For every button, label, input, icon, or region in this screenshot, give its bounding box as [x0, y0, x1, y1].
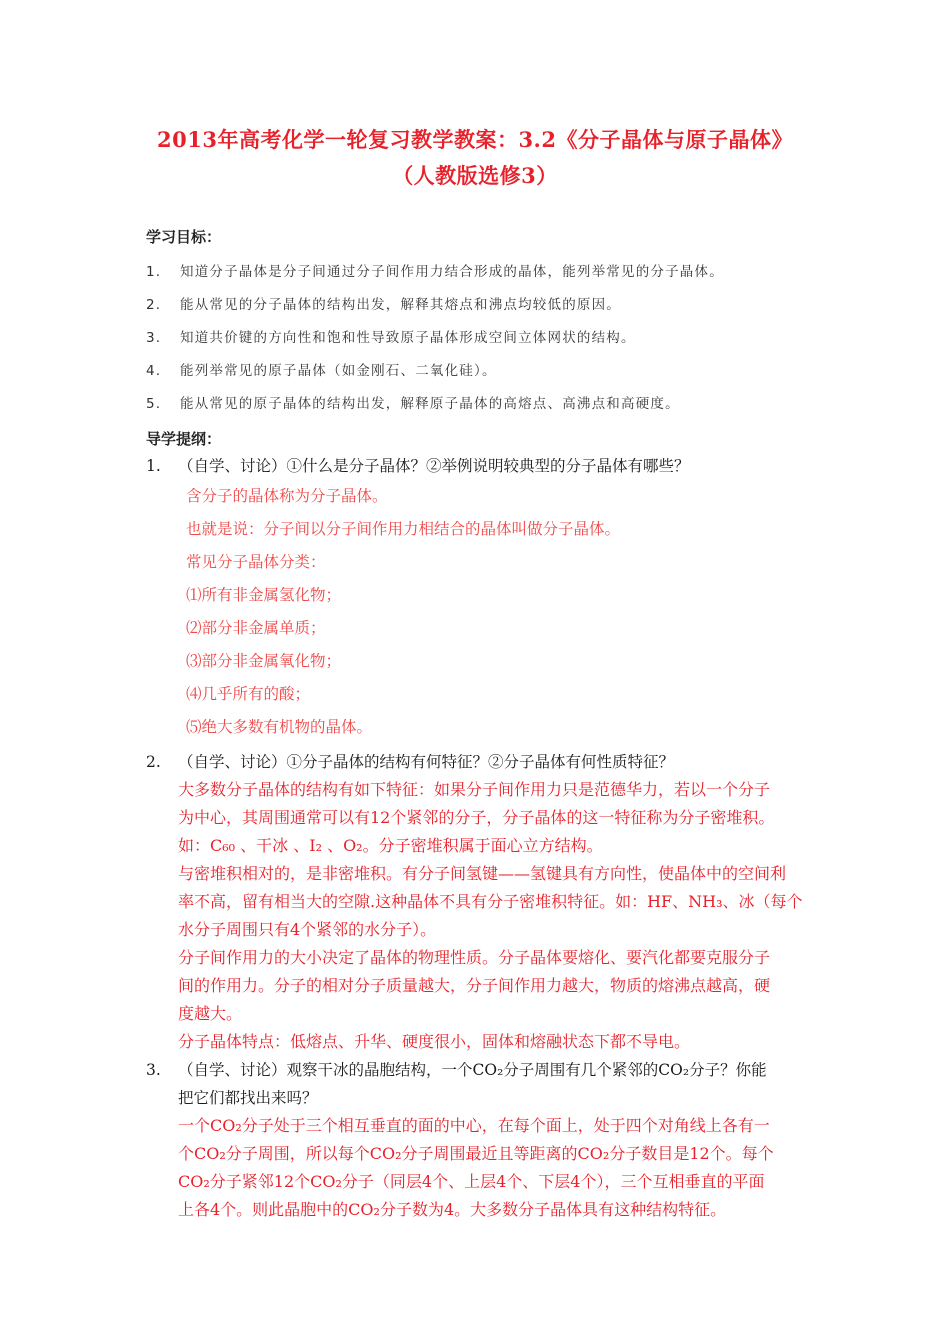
question-number: 3.: [146, 1061, 161, 1079]
goal-number: 3.: [146, 330, 162, 346]
goal-text: 能从常见的原子晶体的结构出发，解释原子晶体的高熔点、高沸点和高硬度。: [180, 396, 680, 412]
document-subtitle: （人教版选修3）: [392, 163, 558, 188]
answer-line: 也就是说：分子间以分子间作用力相结合的晶体叫做分子晶体。: [186, 520, 621, 538]
outline-heading: 导学提纲：: [146, 430, 222, 448]
answer-line: 含分子的晶体称为分子晶体。: [186, 487, 388, 505]
goal-item: [146, 260, 724, 280]
goal-item: [146, 392, 680, 412]
goal-text: 知道分子晶体是分子间通过分子间作用力结合形成的晶体，能列举常见的分子晶体。: [180, 264, 724, 280]
answer-line: 度越大。: [178, 1004, 243, 1023]
answer-line: 水分子周围只有4个紧邻的水分子）。: [178, 920, 437, 939]
question-text: （自学、讨论）①什么是分子晶体？②举例说明较典型的分子晶体有哪些？: [178, 457, 690, 475]
answer-line: ⑸绝大多数有机物的晶体。: [186, 718, 373, 736]
question-number: 2.: [146, 753, 161, 771]
goal-number: 2.: [146, 297, 162, 313]
answer-line: CO₂分子紧邻12个CO₂分子（同层4个、上层4个、下层4个），三个互相垂直的平面: [178, 1172, 765, 1191]
answer-line: ⑷几乎所有的酸；: [186, 685, 311, 703]
goal-item: [146, 359, 497, 379]
answer-line: ⑵部分非金属单质；: [186, 619, 326, 637]
goal-text: 知道共价键的方向性和饱和性导致原子晶体形成空间立体网状的结构。: [180, 330, 636, 346]
answer-line: 常见分子晶体分类：: [186, 553, 326, 571]
answer-line: 与密堆积相对的，是非密堆积。有分子间氢键——氢键具有方向性，使晶体中的空间利: [178, 864, 787, 883]
goal-item: [146, 326, 636, 346]
answer-line: 个CO₂分子周围，所以每个CO₂分子周围最近且等距离的CO₂分子数目是12个。每个: [178, 1144, 774, 1163]
answer-line: 分子间作用力的大小决定了晶体的物理性质。分子晶体要熔化、要汽化都要克服分子: [178, 948, 771, 967]
question-text-continued: 把它们都找出来吗？: [178, 1089, 318, 1107]
answer-line: 如：C₆₀ 、干冰 、I₂ 、O₂。分子密堆积属于面心立方结构。: [178, 836, 603, 855]
goals-heading: 学习目标：: [146, 228, 222, 246]
question-text: （自学、讨论）①分子晶体的结构有何特征？②分子晶体有何性质特征？: [178, 753, 675, 771]
answer-line: 大多数分子晶体的结构有如下特征：如果分子间作用力只是范德华力，若以一个分子: [178, 780, 771, 799]
answer-line: 为中心，其周围通常可以有12个紧邻的分子，分子晶体的这一特征称为分子密堆积。: [178, 808, 775, 827]
goal-text: 能从常见的分子晶体的结构出发，解释其熔点和沸点均较低的原因。: [180, 297, 621, 313]
answer-line: 间的作用力。分子的相对分子质量越大，分子间作用力越大，物质的熔沸点越高，硬: [178, 976, 771, 995]
goal-number: 1.: [146, 264, 162, 280]
goal-number: 4.: [146, 363, 162, 379]
question-text: （自学、讨论）观察干冰的晶胞结构，一个CO₂分子周围有几个紧邻的CO₂分子？你能: [178, 1061, 767, 1079]
answer-line: ⑴所有非金属氢化物；: [186, 586, 342, 604]
answer-line: 一个CO₂分子处于三个相互垂直的面的中心，在每个面上，处于四个对角线上各有一: [178, 1116, 770, 1135]
question-number: 1.: [146, 457, 161, 475]
answer-line: ⑶部分非金属氧化物；: [186, 652, 342, 670]
answer-line: 分子晶体特点：低熔点、升华、硬度很小，固体和熔融状态下都不导电。: [178, 1032, 691, 1051]
goal-text: 能列举常见的原子晶体（如金刚石、二氧化硅）。: [180, 363, 497, 379]
document-title: 2013年高考化学一轮复习教学教案：3.2《分子晶体与原子晶体》: [157, 127, 793, 152]
answer-line: 率不高，留有相当大的空隙.这种晶体不具有分子密堆积特征。如：HF、NH₃、冰（每个: [178, 892, 803, 911]
answer-line: 上各4个。则此晶胞中的CO₂分子数为4。大多数分子晶体具有这种结构特征。: [178, 1200, 727, 1219]
goal-item: [146, 293, 621, 313]
goal-number: 5.: [146, 396, 162, 412]
